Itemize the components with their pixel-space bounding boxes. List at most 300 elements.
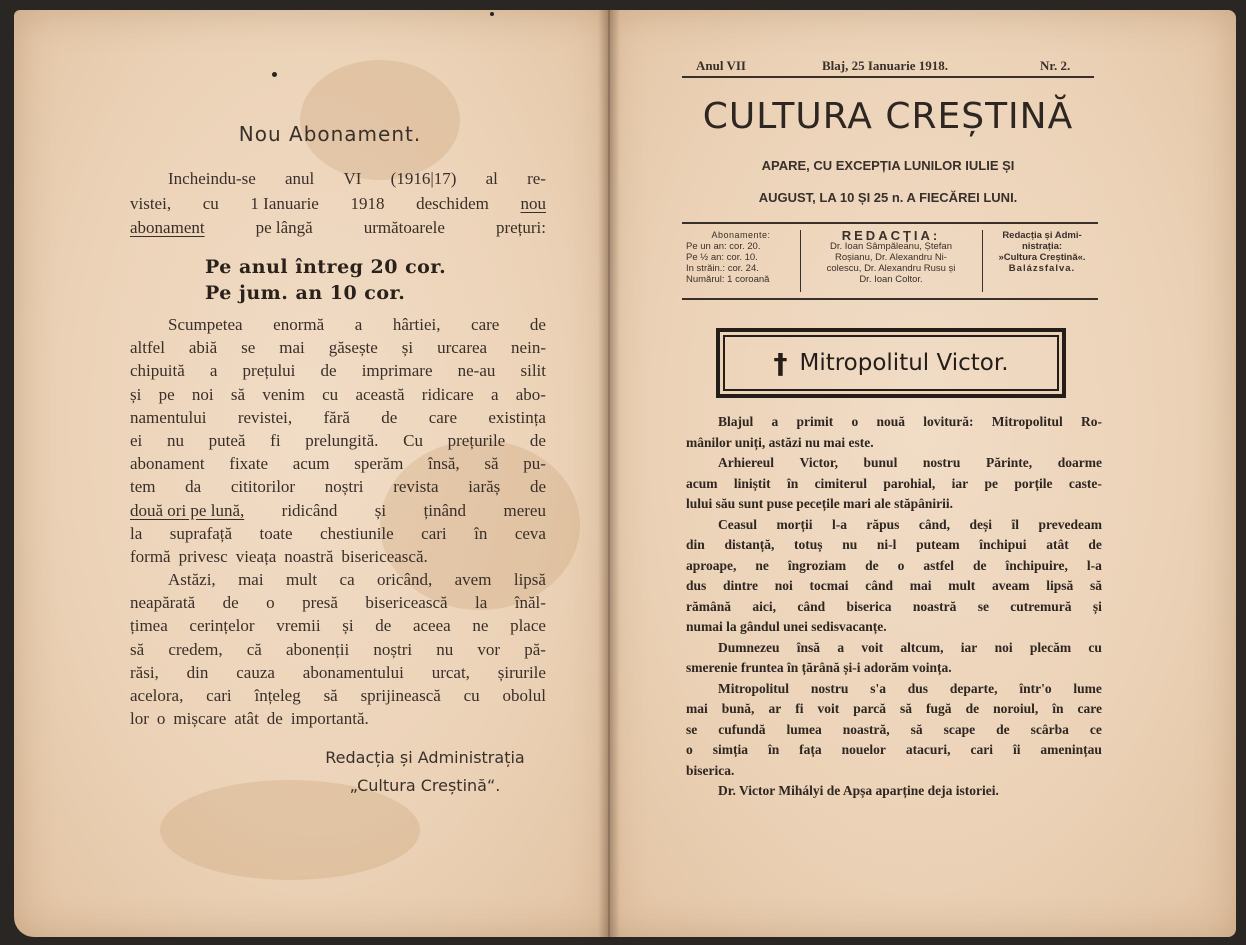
- text-line: [130, 192, 546, 216]
- word: obolul: [502, 686, 546, 705]
- word: nein-: [511, 338, 546, 358]
- word: fugă: [926, 701, 952, 716]
- word: prelungită.: [305, 431, 379, 450]
- word: bisericească: [365, 593, 448, 613]
- editorial-line: Roșianu, Dr. Alexandru Ni-: [835, 252, 947, 263]
- subscription-line: In străin.: cor. 24.: [686, 263, 759, 274]
- word: lumea: [786, 721, 822, 737]
- word: atât: [1046, 537, 1069, 552]
- text-line: [686, 474, 1102, 494]
- text-line: [686, 556, 1102, 576]
- word: care: [471, 315, 500, 334]
- word: să: [130, 639, 145, 659]
- word: nu: [842, 537, 858, 552]
- word: puteam: [916, 537, 960, 552]
- word: Incheindu-se: [168, 169, 256, 188]
- word: înțeleg: [254, 686, 301, 705]
- word: bisericească.: [341, 547, 428, 566]
- word: cititorilor: [230, 477, 296, 497]
- text-line: [686, 412, 1102, 432]
- word: lipsă: [513, 570, 546, 589]
- word: fi: [795, 701, 804, 716]
- text-line: [686, 494, 1102, 514]
- word: într'o: [1019, 680, 1052, 696]
- memorial-frame: [716, 328, 1066, 398]
- word: noi: [994, 639, 1013, 655]
- word: iar: [951, 475, 969, 491]
- word: cufundă: [718, 721, 766, 737]
- word: mult: [285, 570, 318, 589]
- word: Victor,: [799, 455, 838, 470]
- word: Ceasul: [718, 516, 758, 532]
- masthead-row: [682, 56, 1094, 78]
- word: de: [973, 557, 987, 573]
- word: pe: [984, 475, 998, 491]
- word: aceea: [412, 616, 451, 636]
- word: nou: [520, 193, 546, 213]
- column-divider: [982, 230, 983, 292]
- signature-line-1: Redacția și Administrația: [325, 748, 525, 767]
- word: nostru: [810, 680, 849, 696]
- word: aveam: [991, 578, 1030, 593]
- text-line: [686, 740, 1102, 760]
- word: biserica: [846, 598, 892, 614]
- admin-column: [988, 230, 1096, 274]
- word: se: [241, 338, 256, 358]
- word: revistei,: [237, 407, 293, 427]
- word: să: [323, 686, 338, 705]
- word: dus: [686, 578, 707, 593]
- word: iarăș: [468, 477, 501, 497]
- text-line: [686, 535, 1102, 555]
- editorial-column: [806, 230, 976, 285]
- word: și: [374, 500, 387, 520]
- word: cutremură: [1010, 598, 1072, 614]
- word: mai: [279, 338, 305, 358]
- word: două ori pe lună,: [130, 500, 245, 520]
- word: mișcare: [173, 709, 227, 729]
- word: închipuire,: [1005, 557, 1068, 573]
- word: o: [156, 709, 166, 729]
- word: noastră: [284, 547, 334, 566]
- subscription-line: Numărul: 1 coroană: [686, 274, 770, 285]
- info-box: [682, 222, 1098, 300]
- word: da: [185, 477, 202, 497]
- word: răsi,: [130, 662, 159, 682]
- text-line: [686, 761, 1102, 781]
- word: Dumnezeu: [718, 639, 780, 655]
- word: sprijinească: [360, 686, 441, 705]
- word: morții: [776, 516, 813, 532]
- year-label: Anul VII: [696, 58, 746, 73]
- word: pe: [158, 384, 175, 404]
- word: noroiul,: [993, 701, 1039, 716]
- paper-stain: [300, 60, 460, 180]
- left-title: Nou Abonament.: [238, 122, 422, 146]
- word: neapărată: [130, 593, 196, 613]
- subscription-line: Pe ½ an: cor. 10.: [686, 252, 758, 263]
- text-line: [130, 707, 546, 731]
- word: când: [865, 578, 893, 593]
- word: îi: [1012, 742, 1021, 757]
- word: ei: [130, 431, 143, 450]
- word: lume: [1073, 680, 1102, 696]
- word: se: [686, 721, 698, 737]
- word: de: [529, 431, 546, 450]
- word: la: [130, 523, 143, 543]
- word: Blajul: [718, 414, 754, 429]
- text-line: [130, 475, 546, 499]
- word: distanță,: [724, 537, 775, 552]
- word: vor: [477, 639, 501, 659]
- text-line: [130, 661, 546, 685]
- word: avem: [454, 570, 492, 589]
- word: că: [246, 639, 262, 659]
- word: puteă: [208, 431, 246, 450]
- word: abonamentului: [302, 662, 404, 682]
- word: a: [490, 384, 499, 404]
- text-line: [130, 591, 546, 615]
- word: namentului: [130, 407, 207, 427]
- word: să: [230, 384, 246, 404]
- word: silit: [520, 361, 546, 381]
- word: însă,: [428, 454, 460, 474]
- word: în: [474, 523, 488, 543]
- word: răpus: [866, 516, 900, 532]
- word: noștri: [324, 477, 364, 497]
- text-line: [686, 515, 1102, 535]
- word: nu: [436, 639, 454, 659]
- word: importantă.: [290, 709, 369, 729]
- word: să: [484, 454, 499, 474]
- word: dus: [907, 680, 929, 696]
- word: atât: [234, 709, 259, 729]
- word: a: [837, 639, 845, 655]
- text-line: [130, 336, 546, 360]
- word: să: [1089, 578, 1102, 593]
- word: numai la gândul unei sedisvacanțe.: [686, 619, 887, 634]
- word: scârba: [1030, 721, 1069, 737]
- word: ne: [472, 616, 489, 636]
- text-line: [130, 167, 546, 191]
- text-line: [130, 429, 546, 453]
- signature-line-2: „Cultura Creștină“.: [349, 776, 501, 795]
- word: scape: [943, 721, 976, 737]
- word: ridicare: [421, 384, 474, 404]
- word: această: [355, 384, 405, 404]
- column-divider: [800, 230, 801, 292]
- word: o: [851, 414, 859, 429]
- word: presă: [302, 593, 338, 613]
- word: noi: [774, 578, 793, 593]
- cross-icon: †: [773, 346, 788, 380]
- word: Astăzi,: [168, 570, 216, 589]
- word: ca: [339, 570, 355, 589]
- word: de: [381, 407, 398, 427]
- word: fi: [270, 431, 281, 450]
- word: mult: [948, 578, 976, 593]
- word: o: [686, 742, 693, 757]
- text-line: [686, 658, 1102, 678]
- ink-dot: [272, 72, 277, 77]
- word: voit: [861, 639, 884, 655]
- word: abonenții: [285, 639, 350, 659]
- word: abo-: [515, 384, 546, 404]
- word: urcarea: [437, 338, 488, 358]
- word: de: [1088, 537, 1102, 552]
- word: de: [320, 361, 337, 381]
- word: și: [1092, 598, 1102, 614]
- word: vistei,: [130, 193, 172, 213]
- text-line: [686, 617, 1102, 637]
- word: noastră: [912, 598, 957, 614]
- word: ridicând: [281, 500, 338, 520]
- word: cari: [206, 686, 232, 705]
- text-line: [686, 679, 1102, 699]
- word: Mitropolitul: [991, 414, 1063, 429]
- subscriptions-column: [686, 230, 796, 285]
- word: mereu: [503, 500, 546, 520]
- word: deschidem: [416, 193, 489, 213]
- word: și: [342, 616, 354, 636]
- word: liniștit: [733, 475, 771, 491]
- word: însă: [796, 639, 821, 655]
- subscriptions-header: Abonamente:: [711, 230, 771, 240]
- word: cari: [421, 523, 447, 543]
- word: abiă: [188, 338, 218, 358]
- word: găsește: [328, 338, 378, 358]
- word: altfel: [130, 338, 165, 358]
- word: place: [510, 616, 546, 636]
- word: următoarele: [363, 218, 445, 237]
- word: ceva: [514, 523, 546, 543]
- word: formă: [130, 547, 171, 566]
- word: de: [529, 315, 546, 334]
- word: fixate: [229, 454, 268, 474]
- word: deși: [969, 516, 993, 532]
- word: venim: [262, 384, 305, 404]
- word: mânilor uniți, astăzi nu mai este.: [686, 434, 874, 450]
- word: existința: [488, 407, 546, 427]
- word: aici,: [752, 598, 776, 614]
- word: amenințau: [1040, 742, 1102, 757]
- text-line: [130, 359, 546, 383]
- word: de: [965, 701, 980, 716]
- date-label: Blaj, 25 Ianuarie 1918.: [822, 58, 949, 73]
- word: în: [1052, 701, 1064, 716]
- price-half-year: Pe jum. an 10 cor.: [205, 282, 406, 304]
- editorial-line: Dr. Ioan Sâmpăleanu, Ștefan: [830, 241, 952, 252]
- word: 1918: [350, 193, 385, 213]
- word: nostru: [922, 455, 961, 470]
- word: cauza: [236, 662, 275, 682]
- word: oricând,: [377, 570, 433, 589]
- word: mai: [909, 578, 932, 593]
- word: voit: [817, 701, 840, 716]
- word: bună,: [721, 701, 755, 716]
- word: în: [786, 475, 799, 491]
- word: care: [1077, 701, 1102, 716]
- word: cerințelor: [189, 616, 255, 636]
- word: imprimare: [361, 361, 433, 381]
- text-line: [130, 545, 546, 569]
- word: altcum,: [900, 639, 944, 655]
- word: de: [222, 593, 239, 613]
- word: închipui: [979, 537, 1027, 552]
- word: urcat,: [431, 662, 470, 682]
- word: cu: [322, 384, 339, 404]
- word: a: [354, 315, 363, 334]
- word: pu-: [523, 454, 546, 474]
- word: din: [186, 662, 209, 682]
- editorial-header: REDACȚIA:: [841, 228, 941, 243]
- word: în: [767, 742, 780, 757]
- word: fără: [323, 407, 350, 427]
- word: rămână: [686, 598, 731, 614]
- word: lipsă: [1046, 578, 1074, 593]
- word: Dr. Victor Mihályi de Apșa aparține deja istoriei.: [718, 783, 999, 798]
- text-line: [686, 453, 1102, 473]
- word: Mitropolitul: [718, 680, 790, 696]
- editorial-line: Dr. Ioan Coltor.: [859, 274, 923, 285]
- word: enormă: [273, 315, 325, 334]
- word: departe,: [949, 680, 998, 696]
- text-line: [130, 452, 546, 476]
- word: fața: [799, 742, 822, 757]
- text-line: [130, 522, 546, 546]
- word: tocmai: [809, 578, 849, 593]
- word: nu: [166, 431, 184, 450]
- word: îngroziam: [787, 557, 847, 573]
- word: al: [485, 169, 498, 188]
- word: la: [475, 593, 488, 613]
- word: acelora,: [130, 686, 184, 705]
- word: ținând: [423, 500, 467, 520]
- word: credem,: [168, 639, 223, 659]
- word: nouă: [876, 414, 905, 429]
- word: sperăm: [354, 454, 404, 474]
- word: a: [771, 414, 779, 429]
- word: țimea: [130, 616, 168, 636]
- word: dintre: [723, 578, 759, 593]
- text-line: [130, 684, 546, 708]
- word: cu: [1088, 639, 1102, 655]
- word: să: [910, 721, 923, 737]
- word: noștri: [373, 639, 413, 659]
- book-gutter: [598, 10, 620, 937]
- admin-line: »Cultura Creștină«.: [998, 252, 1086, 263]
- word: l-a: [1086, 557, 1102, 573]
- text-line: [686, 597, 1102, 617]
- ink-dot: [490, 12, 494, 16]
- masthead-title: CULTURA CREȘTINĂ: [702, 96, 1074, 137]
- word: Cu: [403, 431, 423, 450]
- word: acum: [292, 454, 330, 474]
- subscription-line: Pe un an: cor. 20.: [686, 241, 761, 252]
- word: Scumpetea: [168, 315, 243, 334]
- word: când,: [918, 516, 951, 532]
- word: 1 Ianuarie: [250, 193, 319, 213]
- word: hârtiei,: [392, 315, 441, 334]
- word: înăl-: [514, 593, 546, 613]
- text-line: [130, 313, 546, 337]
- word: vieața: [235, 547, 277, 566]
- word: de: [529, 477, 546, 497]
- word: să: [900, 701, 913, 716]
- word: l-a: [831, 516, 847, 532]
- word: mai: [238, 570, 264, 589]
- word: abonament: [130, 218, 205, 237]
- masthead-subtitle-2: AUGUST, LA 10 ȘI 25 n. A FIECĂREI LUNI.: [758, 190, 1018, 205]
- word: a: [209, 361, 218, 381]
- word: se: [977, 598, 989, 614]
- word: prețurile: [447, 431, 506, 450]
- word: simția: [712, 742, 748, 757]
- word: aproape,: [686, 557, 737, 573]
- word: (1916|17): [390, 169, 457, 188]
- admin-line: nistrația:: [1021, 241, 1063, 252]
- text-line: [686, 720, 1102, 740]
- word: Ro-: [1080, 414, 1102, 429]
- word: pă-: [524, 639, 546, 659]
- word: lor: [130, 709, 149, 729]
- price-full-year: Pe anul întreg 20 cor.: [205, 256, 447, 278]
- word: chipuită: [130, 361, 185, 381]
- word: parcă: [853, 701, 886, 716]
- word: revista: [393, 477, 439, 497]
- word: prețuri:: [495, 218, 546, 237]
- word: parohial,: [883, 475, 936, 491]
- word: chestiunile: [320, 523, 394, 543]
- memorial-title: Mitropolitul Victor.: [799, 350, 1009, 376]
- paper-stain: [160, 780, 420, 880]
- word: când: [797, 598, 826, 614]
- word: vremii: [276, 616, 321, 636]
- word: de: [996, 721, 1010, 737]
- text-line: [130, 499, 546, 523]
- word: biserica.: [686, 762, 735, 778]
- word: șirurile: [497, 662, 546, 682]
- word: toate: [259, 523, 293, 543]
- admin-line: Balázsfalva.: [1008, 263, 1076, 274]
- word: și: [130, 384, 142, 404]
- word: nouelor: [841, 742, 886, 757]
- word: cari: [970, 742, 993, 757]
- text-line: [686, 699, 1102, 719]
- text-line: [130, 614, 546, 638]
- word: atacuri,: [905, 742, 951, 757]
- word: porțile: [1014, 475, 1053, 491]
- word: astfel: [923, 557, 955, 573]
- text-line: [686, 638, 1102, 658]
- word: acum: [686, 475, 718, 491]
- word: cimiterul: [814, 475, 868, 491]
- word: VI: [343, 169, 362, 188]
- word: cu: [463, 686, 480, 705]
- editorial-line: colescu, Dr. Alexandru Rusu și: [826, 263, 956, 274]
- text-line: [130, 406, 546, 430]
- word: îl: [1011, 516, 1020, 532]
- word: s'a: [870, 680, 886, 696]
- word: din: [686, 537, 705, 552]
- word: privesc: [178, 547, 228, 566]
- word: o: [897, 557, 905, 573]
- text-line: [130, 383, 546, 407]
- word: caste-: [1068, 475, 1102, 491]
- word: ni-l: [876, 537, 897, 552]
- text-line: [130, 216, 546, 240]
- admin-line: Redacția și Admi-: [1002, 230, 1082, 241]
